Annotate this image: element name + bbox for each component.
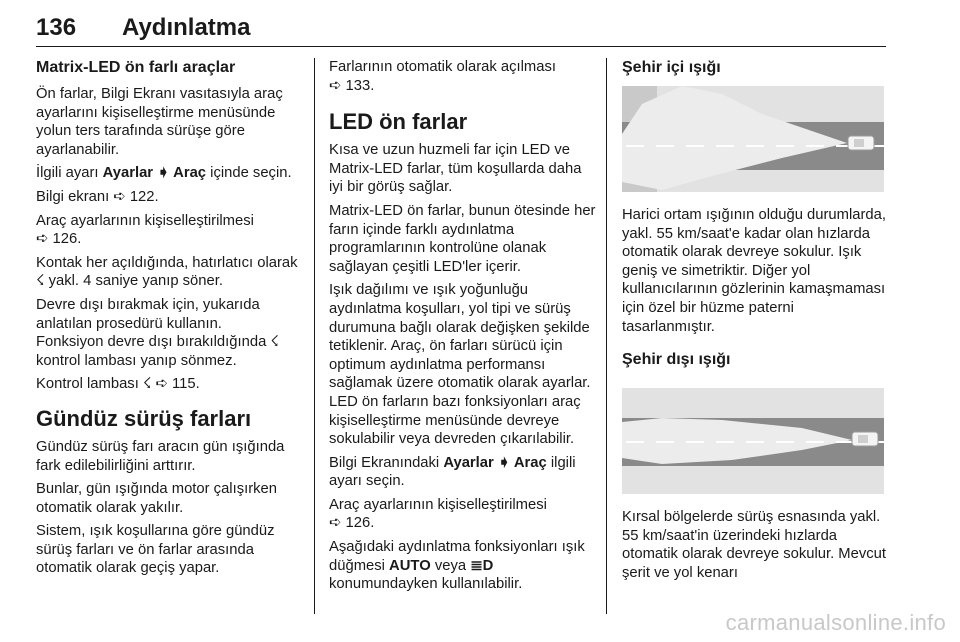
paragraph: Kısa ve uzun huzmeli far için LED ve Matrix-LED farlar, tüm koşullarda daha iyi bir görüş sağlar. bbox=[329, 142, 582, 196]
column-left bbox=[36, 58, 302, 583]
section-heading-country-light: Şehir dışı ışığı bbox=[622, 351, 731, 369]
switch-position-auto: AUTO bbox=[389, 557, 431, 574]
cross-reference[interactable] bbox=[329, 496, 597, 533]
cross-reference[interactable] bbox=[329, 58, 597, 95]
text: Fonksiyon devre dışı bırakıldığında ☇ kontrol lambası yanıp sönmez. bbox=[36, 334, 279, 369]
section-heading-led: LED ön farlar bbox=[329, 109, 468, 135]
column-divider bbox=[314, 58, 315, 614]
text: Devre dışı bırakmak için, yukarıda anlatılan prosedürü kullanın. bbox=[36, 296, 260, 332]
text: içinde seçin. bbox=[206, 165, 292, 182]
cross-reference[interactable] bbox=[36, 212, 302, 249]
text: Araç ayarlarının kişiselleştirilmesi bbox=[36, 212, 254, 229]
text: Bilgi Ekranındaki bbox=[329, 454, 444, 471]
paragraph bbox=[36, 296, 302, 370]
paragraph: Bunlar, gün ışığında motor çalışırken otomatik olarak yakılır. bbox=[36, 481, 277, 516]
text: Farlarının otomatik olarak açılması bbox=[329, 59, 556, 75]
text: İlgili ayarı bbox=[36, 165, 103, 182]
text: ➪ 133. bbox=[329, 77, 375, 94]
paragraph: Gündüz sürüş farı aracın gün ışığında fark edilebilirliğini arttırır. bbox=[36, 438, 285, 474]
column-middle bbox=[329, 58, 597, 599]
country-beam-diagram bbox=[622, 388, 884, 494]
city-beam-diagram bbox=[622, 86, 884, 192]
paragraph: Harici ortam ışığının olduğu durumlarda, yakl. 55 km/saat'e kadar olan hızlarda otomatik olarak devreye sokulur. Işık geniş ve simetriktir. Diğer yol kullanıcılarının gözlerinin kamaşmaması için özel bir hüzme paterni tasarlanmıştır. bbox=[622, 207, 887, 335]
page-title: Aydınlatma bbox=[122, 14, 251, 41]
column-divider bbox=[606, 58, 607, 614]
watermark: carmanualsonline.info bbox=[725, 610, 946, 635]
city-light-illustration bbox=[622, 86, 888, 192]
low-beam-icon: ≣D bbox=[470, 557, 494, 574]
car-icon bbox=[848, 136, 874, 150]
column-right bbox=[622, 58, 888, 588]
paragraph bbox=[329, 538, 597, 594]
paragraph bbox=[36, 164, 302, 183]
section-heading-matrix-led: Matrix-LED ön farlı araçlar bbox=[36, 59, 236, 76]
paragraph: Kırsal bölgelerde sürüş esnasında yakl. 55 km/saat'in üzerindeki hızlarda otomatik olarak devreye sokulur. Mevcut şerit ve yol kenarı bbox=[622, 509, 886, 581]
lane-markings bbox=[626, 145, 884, 147]
page-header bbox=[36, 10, 886, 47]
text: ➪ 126. bbox=[329, 515, 375, 532]
menu-path: Ayarlar ➧ Araç bbox=[443, 454, 547, 471]
paragraph: Ön farlar, Bilgi Ekranı vasıtasıyla araç ayarlarını kişiselleştirme menüsünde yolun ters tarafında sürüşe göre ayarlanabilir. bbox=[36, 86, 283, 158]
paragraph bbox=[329, 454, 597, 491]
text: Araç ayarlarının kişiselleştirilmesi bbox=[329, 496, 547, 513]
section-heading-daytime: Gündüz sürüş farları bbox=[36, 405, 252, 431]
text: Aşağıdaki aydınlatma fonksiyonları ışık düğmesi bbox=[329, 539, 585, 574]
paragraph: Kontak her açıldığında, hatırlatıcı olarak ☇ yakl. 4 saniye yanıp söner. bbox=[36, 254, 298, 290]
paragraph: Matrix-LED ön farlar, bunun ötesinde her farın içinde farklı aydınlatma programlarının kontrolüne olanak sağlayan çeşitli LED'ler içerir. bbox=[329, 202, 596, 275]
section-heading-city-light: Şehir içi ışığı bbox=[622, 59, 721, 76]
car-icon bbox=[852, 432, 878, 446]
paragraph: Sistem, ışık koşullarına göre gündüz sürüş farları ve ön farlar arasında otomatik olarak geçiş yapar. bbox=[36, 523, 275, 577]
lane-markings bbox=[626, 441, 884, 443]
paragraph: Işık dağılımı ve ışık yoğunluğu aydınlatma koşulları, yol tipi ve sürüş durumuna bağlı olarak değişken şekilde tetiklenir. Araç, ön farları sürücü için optimum aydınlatma performansı sağlamak üzere otomatik olarak ayarlar. LED ön farların bazı fonksiyonları araç kişiselleştirme menüsünde devreye sokulabilir veya devreden çıkarılabilir. bbox=[329, 282, 591, 448]
text: konumundayken kullanılabilir. bbox=[329, 576, 523, 593]
cross-reference[interactable]: Bilgi ekranı ➪ 122. bbox=[36, 188, 159, 205]
text: veya bbox=[430, 557, 471, 574]
cross-reference[interactable]: Kontrol lambası ☇ ➪ 115. bbox=[36, 376, 200, 393]
text: ➪ 126. bbox=[36, 231, 82, 248]
text: ilgili ayarı seçin. bbox=[329, 454, 576, 490]
page-number: 136 bbox=[36, 14, 77, 41]
country-light-illustration bbox=[622, 388, 888, 494]
menu-path: Ayarlar ➧ Araç bbox=[102, 165, 207, 182]
